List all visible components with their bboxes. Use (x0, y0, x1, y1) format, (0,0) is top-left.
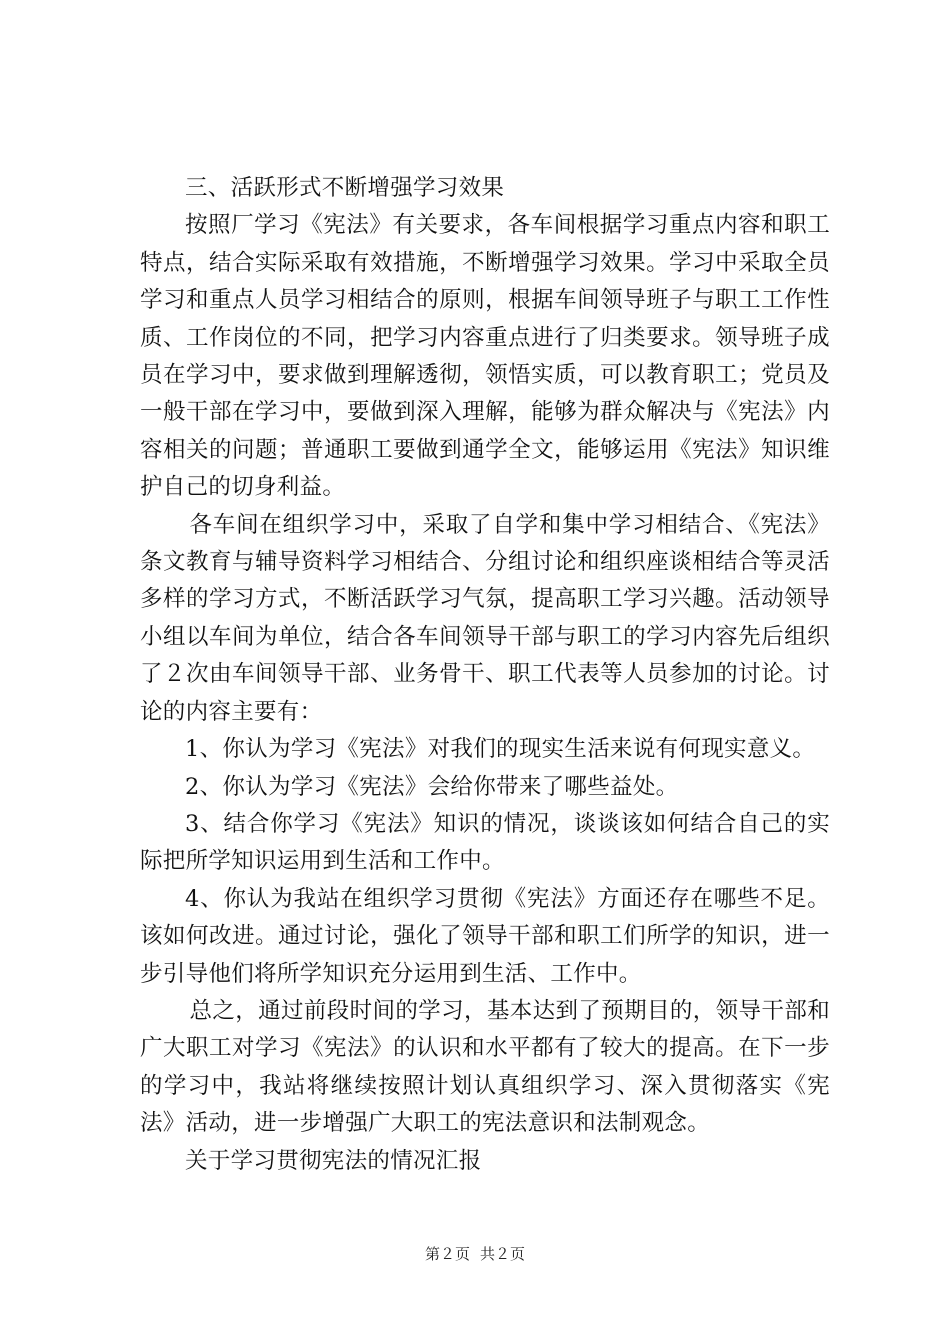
list-item: 4、你认为我站在组织学习贯彻《宪法》方面还存在哪些不足。该如何改进。通过讨论，强化了领导干部和职工们所学的知识，进一步引导他们将所学知识充分运用到生活、工作中。 (140, 885, 830, 987)
body-paragraph: 各车间在组织学习中，采取了自学和集中学习相结合、《宪法》条文教育与辅导资料学习相结合、分组讨论和组织座谈相结合等灵活多样的学习方式，不断活跃学习气氛，提高职工学习兴趣。活动领导小组以车间为单位，结合各车间领导干部与职工的学习内容先后组织了２次由车间领导干部、业务骨干、职工代表等人员参加的讨论。讨论的内容主要有： (140, 511, 830, 725)
list-item: 1、你认为学习《宪法》对我们的现实生活来说有何现实意义。 (185, 736, 816, 763)
page-footer (0, 1244, 950, 1264)
page-number-total: 共２页 (480, 1245, 526, 1263)
document-body (140, 170, 830, 1180)
body-paragraph: 总之，通过前段时间的学习，基本达到了预期目的，领导干部和广大职工对学习《宪法》的认识和水平都有了较大的提高。在下一步的学习中，我站将继续按照计划认真组织学习、深入贯彻落实《宪法》活动，进一步增强广大职工的宪法意识和法制观念。 (140, 997, 830, 1137)
body-paragraph: 按照厂学习《宪法》有关要求，各车间根据学习重点内容和职工特点，结合实际采取有效措施，不断增强学习效果。学习中采取全员学习和重点人员学习相结合的原则，根据车间领导班子与职工工作性质、工作岗位的不同，把学习内容重点进行了归类要求。领导班子成员在学习中，要求做到理解透彻，领悟实质，可以教育职工；党员及一般干部在学习中，要做到深入理解，能够为群众解决与《宪法》内容相关的问题；普通职工要做到通学全文，能够运用《宪法》知识维护自己的切身利益。 (140, 212, 830, 501)
page-number-current: 第２页 (424, 1245, 470, 1263)
list-item: 2、你认为学习《宪法》会给你带来了哪些益处。 (185, 773, 679, 800)
list-item: 3、结合你学习《宪法》知识的情况，谈谈该如何结合自己的实际把所学知识运用到生活和工作中。 (140, 810, 830, 875)
closing-title: 关于学习贯彻宪法的情况汇报 (185, 1147, 482, 1174)
section-heading: 三、活跃形式不断增强学习效果 (185, 175, 505, 201)
